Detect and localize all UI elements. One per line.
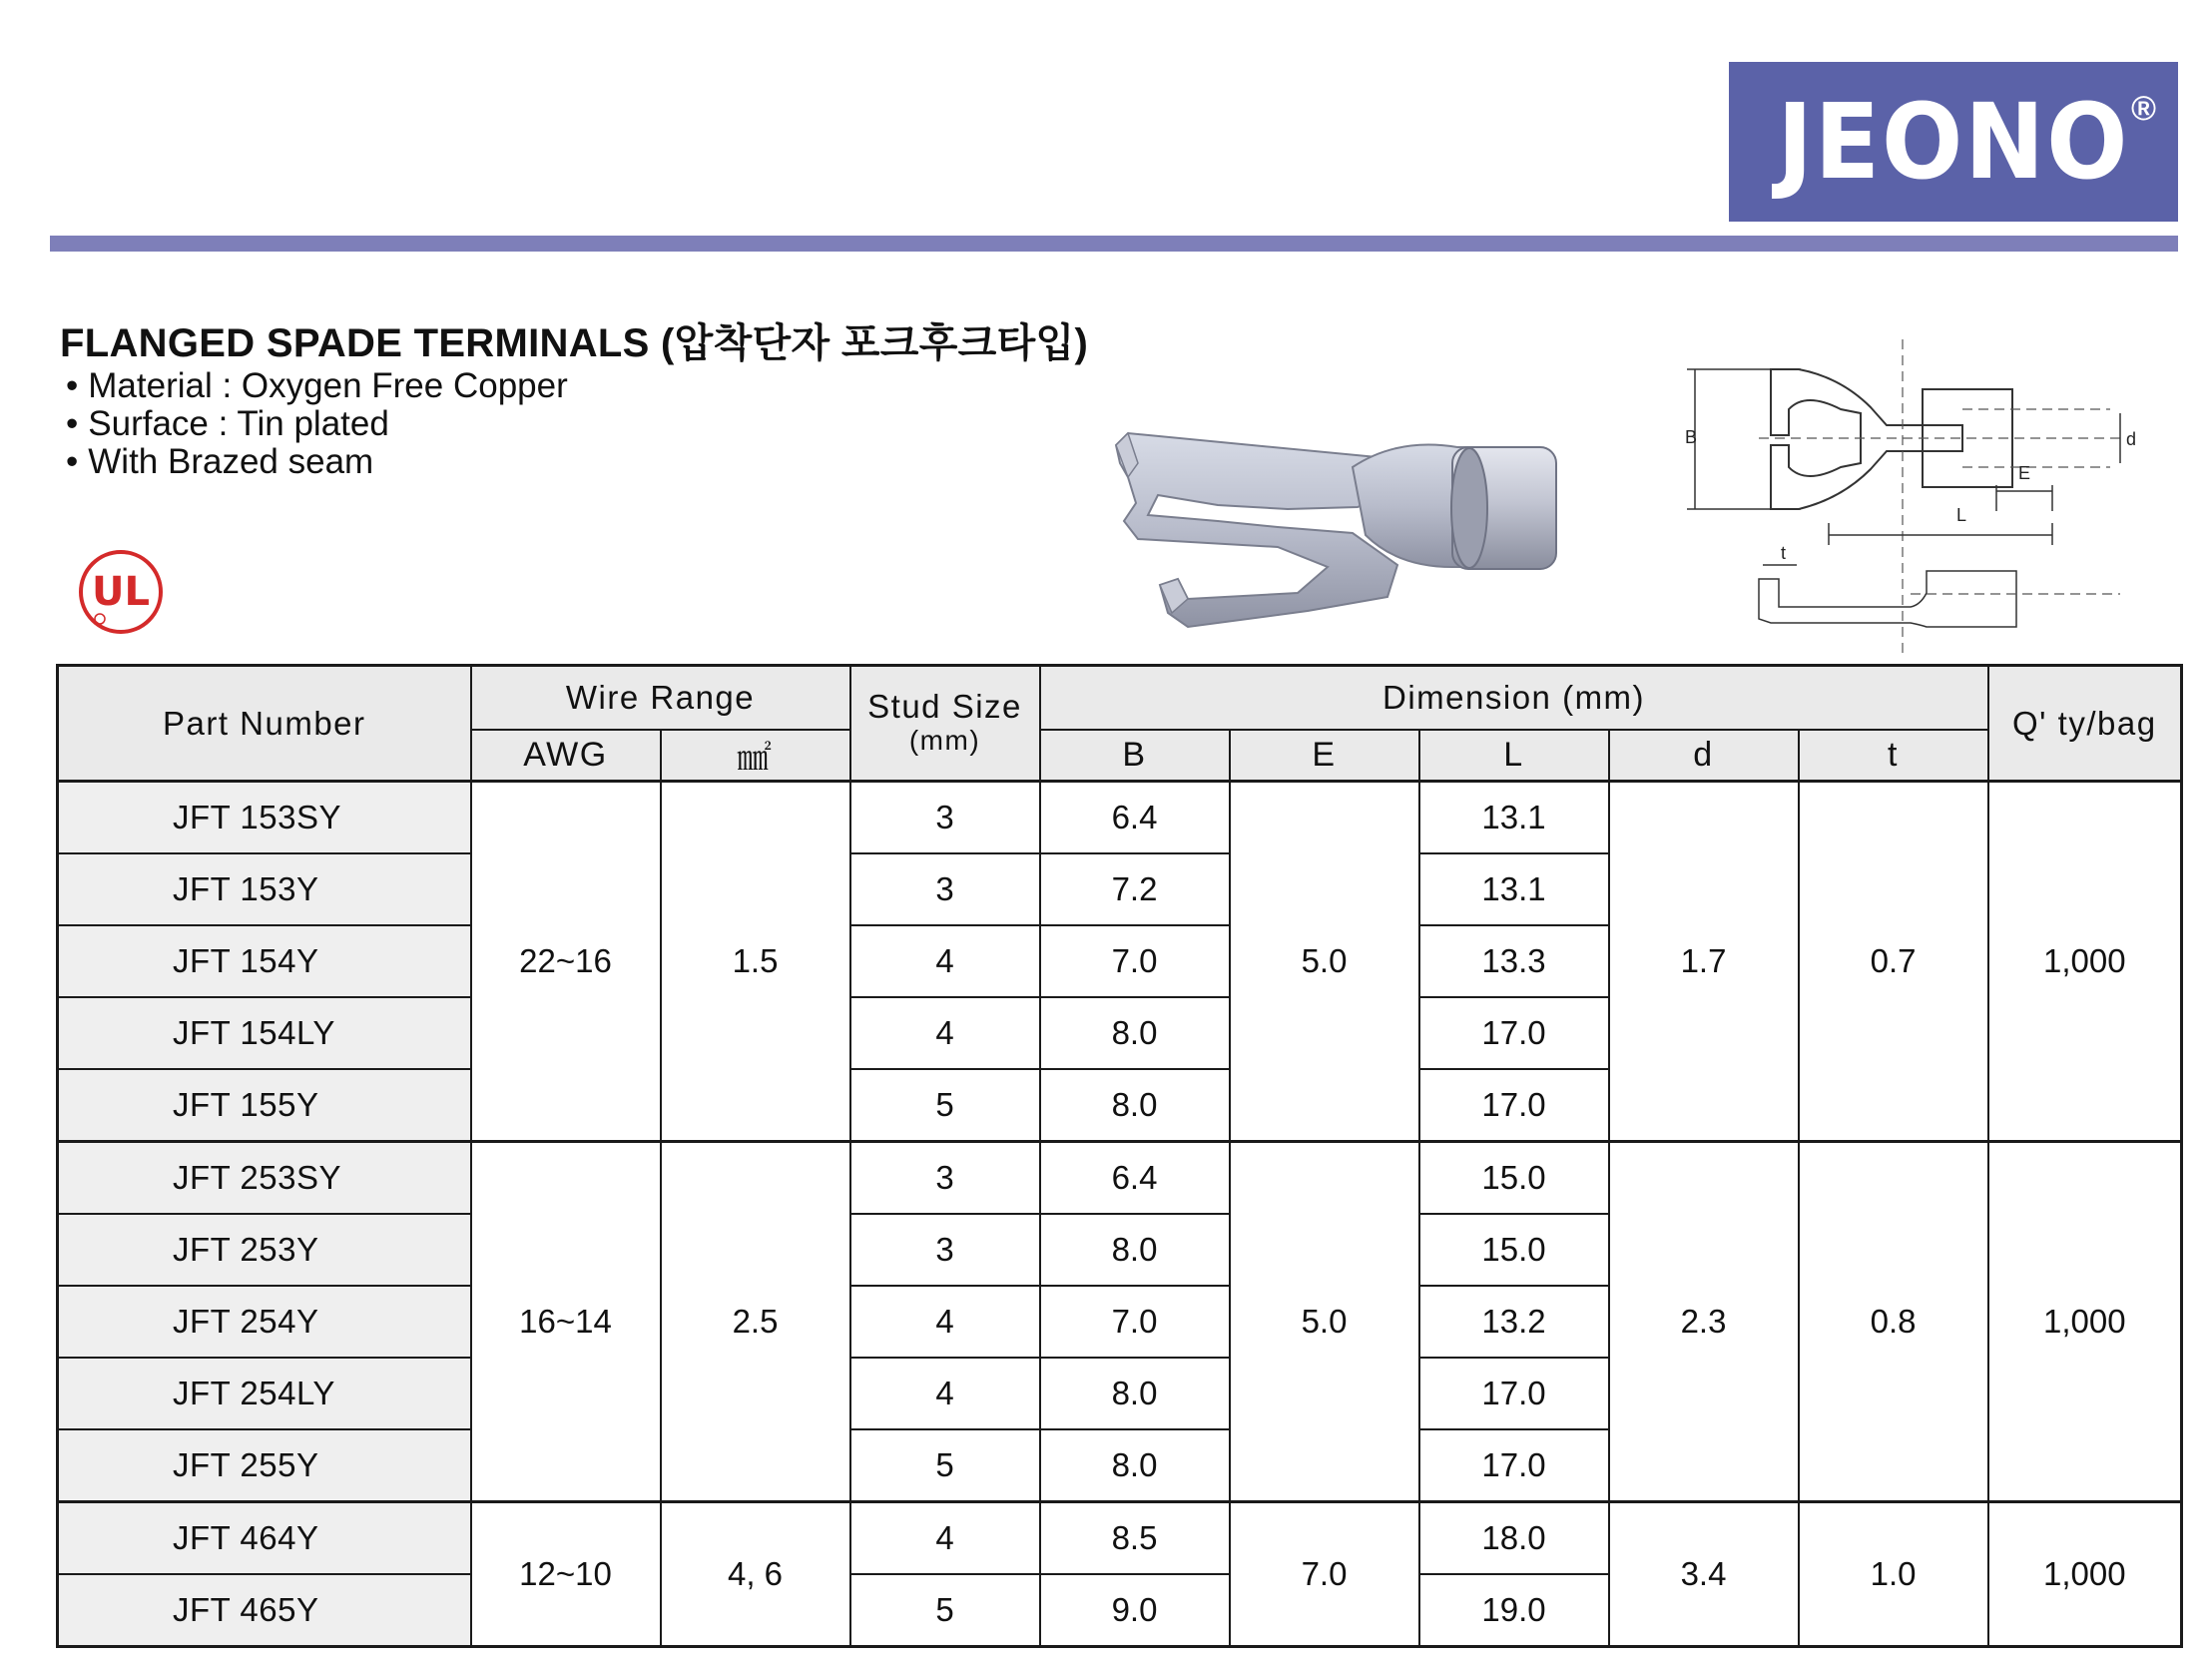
drawing-label-e: E (2018, 463, 2031, 483)
header-dimension: Dimension (mm) (1040, 666, 1988, 731)
stud-value: 3 (850, 1142, 1040, 1215)
header-wire-range: Wire Range (471, 666, 850, 731)
b-value: 7.0 (1040, 1286, 1230, 1358)
part-number: JFT 254Y (58, 1286, 471, 1358)
stud-value: 4 (850, 1358, 1040, 1429)
d-value: 2.3 (1609, 1142, 1799, 1502)
page-title: FLANGED SPADE TERMINALS (압착단자 포크후크타입) (60, 321, 1089, 365)
registered-mark: ® (2130, 90, 2156, 128)
brand-name: JEONO (1777, 81, 2130, 203)
header-t: t (1799, 730, 1988, 782)
header-b: B (1040, 730, 1230, 782)
drawing-label-d: d (2126, 429, 2137, 449)
part-number: JFT 153Y (58, 853, 471, 925)
awg-value: 12~10 (471, 1502, 661, 1647)
stud-value: 3 (850, 853, 1040, 925)
stud-value: 4 (850, 1502, 1040, 1575)
l-value: 15.0 (1419, 1142, 1609, 1215)
product-photo (1098, 417, 1577, 631)
header-mm2: ㎟ (661, 730, 850, 782)
part-number: JFT 464Y (58, 1502, 471, 1575)
header-qty-bag: Q' ty/bag (1988, 666, 2182, 782)
part-number: JFT 154Y (58, 925, 471, 997)
part-number: JFT 465Y (58, 1574, 471, 1647)
e-value: 5.0 (1230, 1142, 1419, 1502)
e-value: 5.0 (1230, 782, 1419, 1142)
feature-seam: • With Brazed seam (66, 443, 568, 481)
qty-value: 1,000 (1988, 1502, 2182, 1647)
t-value: 1.0 (1799, 1502, 1988, 1647)
l-value: 13.3 (1419, 925, 1609, 997)
mm2-value: 2.5 (661, 1142, 850, 1502)
table-row (58, 1142, 2182, 1215)
ul-mark-text: UL (92, 569, 150, 615)
part-number: JFT 253Y (58, 1214, 471, 1286)
header-awg: AWG (471, 730, 661, 782)
l-value: 13.1 (1419, 853, 1609, 925)
l-value: 19.0 (1419, 1574, 1609, 1647)
header-stud-size-label: Stud Size (867, 687, 1022, 725)
b-value: 8.0 (1040, 1214, 1230, 1286)
d-value: 3.4 (1609, 1502, 1799, 1647)
l-value: 17.0 (1419, 1069, 1609, 1142)
l-value: 13.1 (1419, 782, 1609, 854)
ul-certification-icon (78, 549, 164, 635)
t-value: 0.7 (1799, 782, 1988, 1142)
b-value: 6.4 (1040, 1142, 1230, 1215)
b-value: 8.0 (1040, 1429, 1230, 1502)
header-d: d (1609, 730, 1799, 782)
b-value: 7.0 (1040, 925, 1230, 997)
stud-value: 3 (850, 782, 1040, 854)
table-row (58, 782, 2182, 854)
stud-value: 5 (850, 1574, 1040, 1647)
part-number: JFT 153SY (58, 782, 471, 854)
awg-value: 16~14 (471, 1142, 661, 1502)
header-rule (50, 236, 2178, 252)
table-row (58, 1502, 2182, 1575)
stud-value: 4 (850, 925, 1040, 997)
spec-table (56, 664, 2183, 1648)
stud-value: 5 (850, 1429, 1040, 1502)
qty-value: 1,000 (1988, 782, 2182, 1142)
mm2-value: 1.5 (661, 782, 850, 1142)
b-value: 8.0 (1040, 997, 1230, 1069)
l-value: 13.2 (1419, 1286, 1609, 1358)
stud-value: 5 (850, 1069, 1040, 1142)
feature-material: • Material : Oxygen Free Copper (66, 367, 568, 405)
stud-value: 3 (850, 1214, 1040, 1286)
mm2-value: 4, 6 (661, 1502, 850, 1647)
l-value: 17.0 (1419, 997, 1609, 1069)
awg-value: 22~16 (471, 782, 661, 1142)
drawing-label-l: L (1956, 505, 1967, 525)
header-l: L (1419, 730, 1609, 782)
t-value: 0.8 (1799, 1142, 1988, 1502)
feature-surface: • Surface : Tin plated (66, 405, 568, 443)
d-value: 1.7 (1609, 782, 1799, 1142)
b-value: 8.0 (1040, 1069, 1230, 1142)
l-value: 15.0 (1419, 1214, 1609, 1286)
dimension-drawing (1681, 339, 2146, 659)
part-number: JFT 255Y (58, 1429, 471, 1502)
stud-value: 4 (850, 1286, 1040, 1358)
l-value: 17.0 (1419, 1358, 1609, 1429)
header-stud-size-unit: (mm) (908, 724, 981, 756)
header-e: E (1230, 730, 1419, 782)
stud-value: 4 (850, 997, 1040, 1069)
b-value: 6.4 (1040, 782, 1230, 854)
b-value: 8.0 (1040, 1358, 1230, 1429)
l-value: 17.0 (1419, 1429, 1609, 1502)
part-number: JFT 253SY (58, 1142, 471, 1215)
part-number: JFT 254LY (58, 1358, 471, 1429)
b-value: 7.2 (1040, 853, 1230, 925)
part-number: JFT 155Y (58, 1069, 471, 1142)
e-value: 7.0 (1230, 1502, 1419, 1647)
feature-list (66, 367, 568, 481)
qty-value: 1,000 (1988, 1142, 2182, 1502)
header-part-number: Part Number (58, 666, 471, 782)
b-value: 8.5 (1040, 1502, 1230, 1575)
drawing-label-t: t (1781, 543, 1787, 563)
part-number: JFT 154LY (58, 997, 471, 1069)
brand-logo (1729, 62, 2178, 222)
drawing-label-b: B (1685, 427, 1698, 447)
l-value: 18.0 (1419, 1502, 1609, 1575)
header-stud-size (850, 666, 1040, 782)
b-value: 9.0 (1040, 1574, 1230, 1647)
